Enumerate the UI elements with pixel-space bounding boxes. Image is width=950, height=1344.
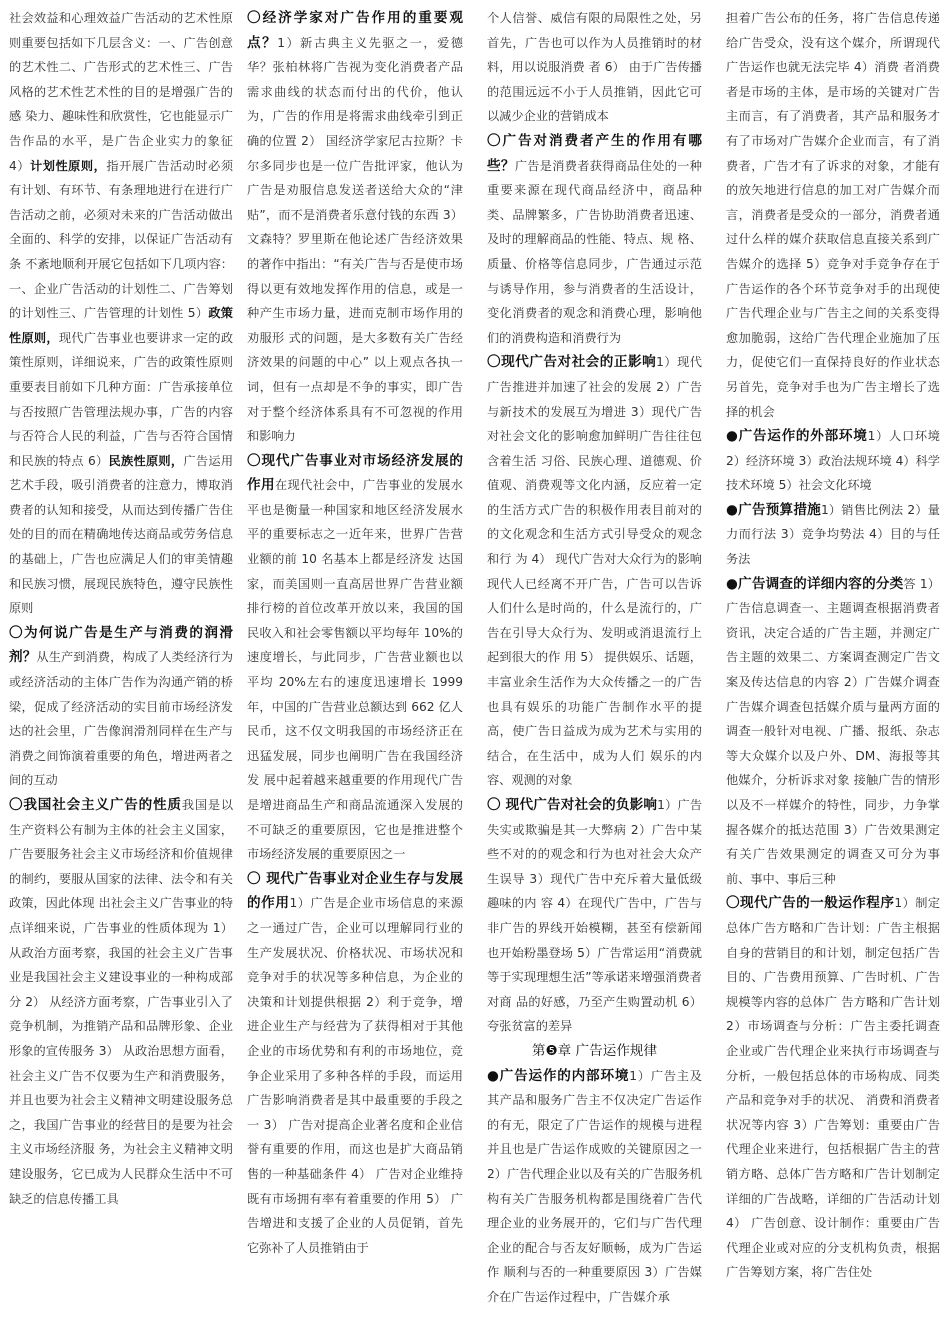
body-text: 1）制定总体广告方略和广告计划：广告主根据自身的营销目的和计划，制定包括广告目的、广告费用预算、广告时机、广告规模等内容的总体广 告方略和广告计划 2）市场调查与分析：广告主委托调查企业或广告代理企业来执行市场调查与分析，一般包括总体的市场构成、同类产品和竞争对手的状况、 消费和消费者状况等内容 3）广告筹划：重要由广告代理企业来进行，包括根据广告主的营销方略、总体广告方略和广告计划制定详细的广告战略，详细的广告活动计划 4） 广告创意、设计制作：重要由广告代理企业或对应的分支机构负责，根据广告筹划方案，将广告住处 [726, 896, 940, 1280]
body-text: 1）现代广告推进并加速了社会的发展 2）广告与新技术的发展互为增进 3）现代广告对社会文化的影响愈加鲜明广告往往包含着生活 习俗、民族心理、道德观、价值观、消费观等文化内涵，反应着一定的生活方式广告的积极作用表目前对的的文化观念和生活方式引导受众的观念和行 为 4） 现代广告对大众行为的影响现代人已经离不开广告，广告可以告诉人们什么是时尚的，什么是流行的，广告在引导大众行为、发明或消退流行上起到很大的作 用 5） 提供娱乐、话题，丰富业余生活作为大众传播之一的广告也具有娱乐的功能广告制作水平的提高，使广告日益成为成为艺术与实用的结合，在生活中，成为人们 娱乐的内容、观测的对象 [487, 355, 702, 788]
section-heading: 〇经济学家对广告作用的重要观点？ [247, 10, 463, 51]
body-text: 广告是消费者获得商品住处的一种重要来源在现代商品经济中，商品种类、品牌繁多，广告协助消费者迅速、及时的理解商品的性能、特点、规 格、质量、价格等信息同步，广告通过示范与诱导作用，参与消费者的生活设计，变化消费者的观念和消费心理，影响他们的消费构造和消费行为 [487, 158, 702, 345]
body-text: 1）广告主及其产品和服务广告主不仅决定广告运作的有无，限定了广告运作的规模与进程并且也是广告运作成败的关键原因之一 2）广告代理企业以及有关的广告服务机构有关广告服务机构都是围绕着广告代理企业的业务展开的，它们与广告代理企业的配合与否友好顺畅，成为广告运作 顺利与否的一种重要原因 3）广告媒介在广告运作过程中，广告媒介承 [487, 1068, 702, 1304]
chapter-title: 第❺章 广告运作规律 [531, 1042, 658, 1059]
body-text: 广告运用艺术手段，吸引消费者的注意力，博取消费者的认知和接受，从而达到传播广告住处的目的而在精确地传达商品或劳务信息的基础上，广告也应满足人们的审美情趣和民族习惯，展现民族特色，遵守民族性原则 [9, 453, 233, 616]
section-heading: ●广告运作的外部环境 [726, 428, 868, 445]
text-column-4 [726, 6, 940, 1338]
bold-term: 政策性原则， [9, 306, 233, 345]
section-heading: 〇我国社会主义广告的性质 [9, 797, 182, 813]
body-text: 1）新古典主义先驱之一，爱德华？张柏林将广告视为变化消费者产品需求曲线的状态而付出的代价，他认为，广告的作用是将需求曲线牵引到正 确的位置 2） 国经济学家尼古拉斯？卡尔多同步也是一位广告批评家，他认为广告是劝服信息发送者送给大众的“津贴”，而不是消费者乐意付钱的东西 3） 文森特？罗里斯在他论述广告经济效果的著作中指出：“有关广告与否是使市场得以更有效地发挥作用的信息，或是一种产生市场力量，进而克制市场作用的劝服形 式的问题，是大多数有关广告经济效果的问题的中心” 以上观点各执一词，但有一点却是不争的事实，即广告对于整个经济体系具有不可忽视的作用和影响力 [247, 35, 463, 444]
body-text: 指开展广告活动时必须有计划、有环节、有条理地进行在进行广告活动之前，必须对未来的广告活动做出全面的、科学的安排，以保证广告活动有条 不紊地顺利开展它包括如下几项内容：一、企业广告活动的计划性二、广告筹划的计划性三、广告管理的计划性 5） [9, 158, 233, 321]
text-column-3 [487, 6, 702, 1338]
body-text: 现代广告事业也要讲求一定的政策性原则，详细说来，广告的政策性原则重要表目前如下几种方面：广告承接单位与否按照广告管理法规办事，广告的内容与否符合人民的利益，广告与否符合国情和民族的特点 6） [9, 330, 233, 468]
body-text: 社会效益和心理效益广告活动的艺术性原则重要包括如下几层含义：一、广告创意的艺术性二、广告形式的艺术性三、广告风格的艺术性艺术性的目的是增强广告的感 染力、趣味性和欣赏性，它也能显示广告作品的水平，是广告企业实力的象征 4） [9, 11, 233, 173]
body-text: 我国是以生产资料公有制为主体的社会主义国家，广告要服务社会主义市场经济和价值规律的制约，要服从国家的法律、法令和有关政策，因此体现 出社会主义广告事业的特点详细来说，广告事业的性质体现为 1） 从政治方面考察，我国的社会主义广告事业是我国社会主义建设事业的一种构成部分 2） 从经济方面考察，广告事业引入了竞争机制，为推销产品和品牌形象、企业形象的宣传服务 3） 从政治思想方面看，社会主义广告不仅要为生产和消费服务，并且也要为社会主义精神文明建设服务总之，我国广告事业的经营目的是要为社会主义市场经济服 务，为社会主义精神文明建设服务，它已成为人民群众生活中不可缺乏的信息传播工具 [9, 798, 233, 1206]
body-text: 担着广告公布的任务，将广告信息传递给广告受众，没有这个媒介，所谓现代广告运作也就无法完毕 4）消费 者消费者是市场的主体，是市场的关键对广告主而言，有了消费者，其产品和服务才有了市场对广告媒介企业而言，有了消费者，广告才有了诉求的对象，才能有的放矢地进行信息的加工对广告媒介而言，消费者是受众的一部分，消费者通过什么样的媒介获取信息直接关系到广告媒介的选择 5）竞争对手竞争存在于广告运作的各个环节竞争对手的出现使广告代理企业与广告主之间的关系变得愈加脆弱，这给广告代理企业施加了压力，促使它们一直保持良好的作业状态 另首先，竞争对手也为广告主增长了选择的机会 [726, 11, 940, 419]
body-text: 从生产到消费，构成了人类经济行为或经济活动的主体广告作为沟通产销的桥梁，促成了经济活动的实目前市场经济发达的社会里，广告像润滑剂同样在生产与消费之间饰演着重要的角色，增进两者之间的互动 [9, 650, 233, 788]
section-heading: 〇现代广告事业对市场经济发展的作用 [247, 452, 463, 494]
body-text: 在现代社会中，广告事业的发展水平也是衡量一种国家和地区经济发展水平的重要标志之一近年来，世界广告营业额的前 10 名基本上都是经济发 达国家，而美国则一直高居世界广告营业额排行榜的首位改革开放以来，我国的国民收入和社会零售额以平均每年 10%的速度增长，与此同步，广告营业额也以 平均 20%左右的速度迅速增长 1999 年，中国的广告营业总额达到 662 亿人民币，这不仅文明我国的市场经济正在迅猛发展，同步也阐明广告在我国经济发 展中起着越来越重要的作用现代广告是增进商品生产和商品流通深入发展的不可缺乏的重要原因，它也是推进整个市场经济发展的重要原因之一 [247, 478, 463, 862]
bold-term: 计划性原则， [30, 158, 107, 173]
bold-term: 民族性原则， [108, 453, 184, 468]
section-heading: 〇现代广告的一般运作程序 [726, 895, 895, 912]
section-heading: 〇广告对消费者产生的作用有哪些？ [487, 132, 702, 174]
body-text: 1）广告失实或欺骗是其一大弊病 2）广告中某些不对的的观念和行为也对社会大众产生误导 3）现代广告中充斥着大量低级趣味的内 容 4）在现代广告中，广告与非广告的界线开始模糊，甚至有偿新闻也开始粉墨登场 5）广告常运用“消费就等于实现理想生活”等承诺来增强消费者对商 品的好感，乃至产生购置动机 6）夸张贫富的差异 [487, 798, 702, 1034]
body-text: 1）人口环境 2）经济环境 3）政治法规环境 4）科学技术环境 5）社会文化环境 [726, 429, 940, 493]
section-heading: ●广告运作的内部环境 [487, 1067, 630, 1084]
section-heading: 〇为何说广告是生产与消费的润滑剂？ [9, 624, 233, 666]
section-heading: ●广告调查的详细内容的分类 [726, 575, 904, 592]
body-text: 答 1）广告信息调查一、主题调查根据消费者资讯，决定合适的广告主题，并测定广告主题的效果二、方案调查测定广告文案及传达信息的内容 2）广告媒介调查广告媒介调查包括媒介质与量两方面的调查一般针对电视、广播、报纸、杂志等大众媒介以及户外、DM、海报等其他媒介，分析诉求对象 接触广告的情形以及不一样媒介的特性，同步，力争掌握各媒介的抵达范围 3）广告效果测定有关广告效果测定的调查又可分为事前、事中、事后三种 [726, 576, 940, 886]
section-heading: 〇 现代广告对社会的负影响 [487, 797, 658, 813]
text-column-2 [247, 6, 463, 1338]
body-text: 个人信誉、威信有限的局限性之处，另首先，广告也可以作为人员推销时的材料，用以说服消费 者 6） 由于广告传播的范围远远不小于人员推销，因此它可以减少企业的营销成本 [487, 11, 702, 124]
section-heading: ●广告预算措施 [726, 501, 821, 518]
body-text: 1）销售比例法 2）量力而行法 3）竞争均势法 4）目的与任务法 [726, 502, 940, 567]
text-column-1 [9, 6, 233, 1338]
body-text: 1）广告是企业市场信息的来源之一通过广告，企业可以理解同行业的生产发展状况、价格状况、市场状况和竞争对手的状况等多种信息，为企业的决策和计划提供根据 2）利于竞争，增进企业生产与经营为了获得相对于其他企业的市场优势和有利的市场地位，竞争企业采用了多种各样的手段，而运用广告影响消费者是其中最重要的手段之一 3） 广告对提高企业著名度和企业信誉有重要的作用，而这也是扩大商品销售的一种基础条件 4） 广告对企业维持既有市场拥有率有着重要的作用 5） 广告增进和支援了企业的人员促销，首先它弥补了人员推销由于 [247, 896, 463, 1255]
section-heading: 〇 现代广告事业对企业生存与发展的作用 [247, 870, 463, 912]
section-heading: 〇现代广告对社会的正影响 [487, 354, 657, 371]
